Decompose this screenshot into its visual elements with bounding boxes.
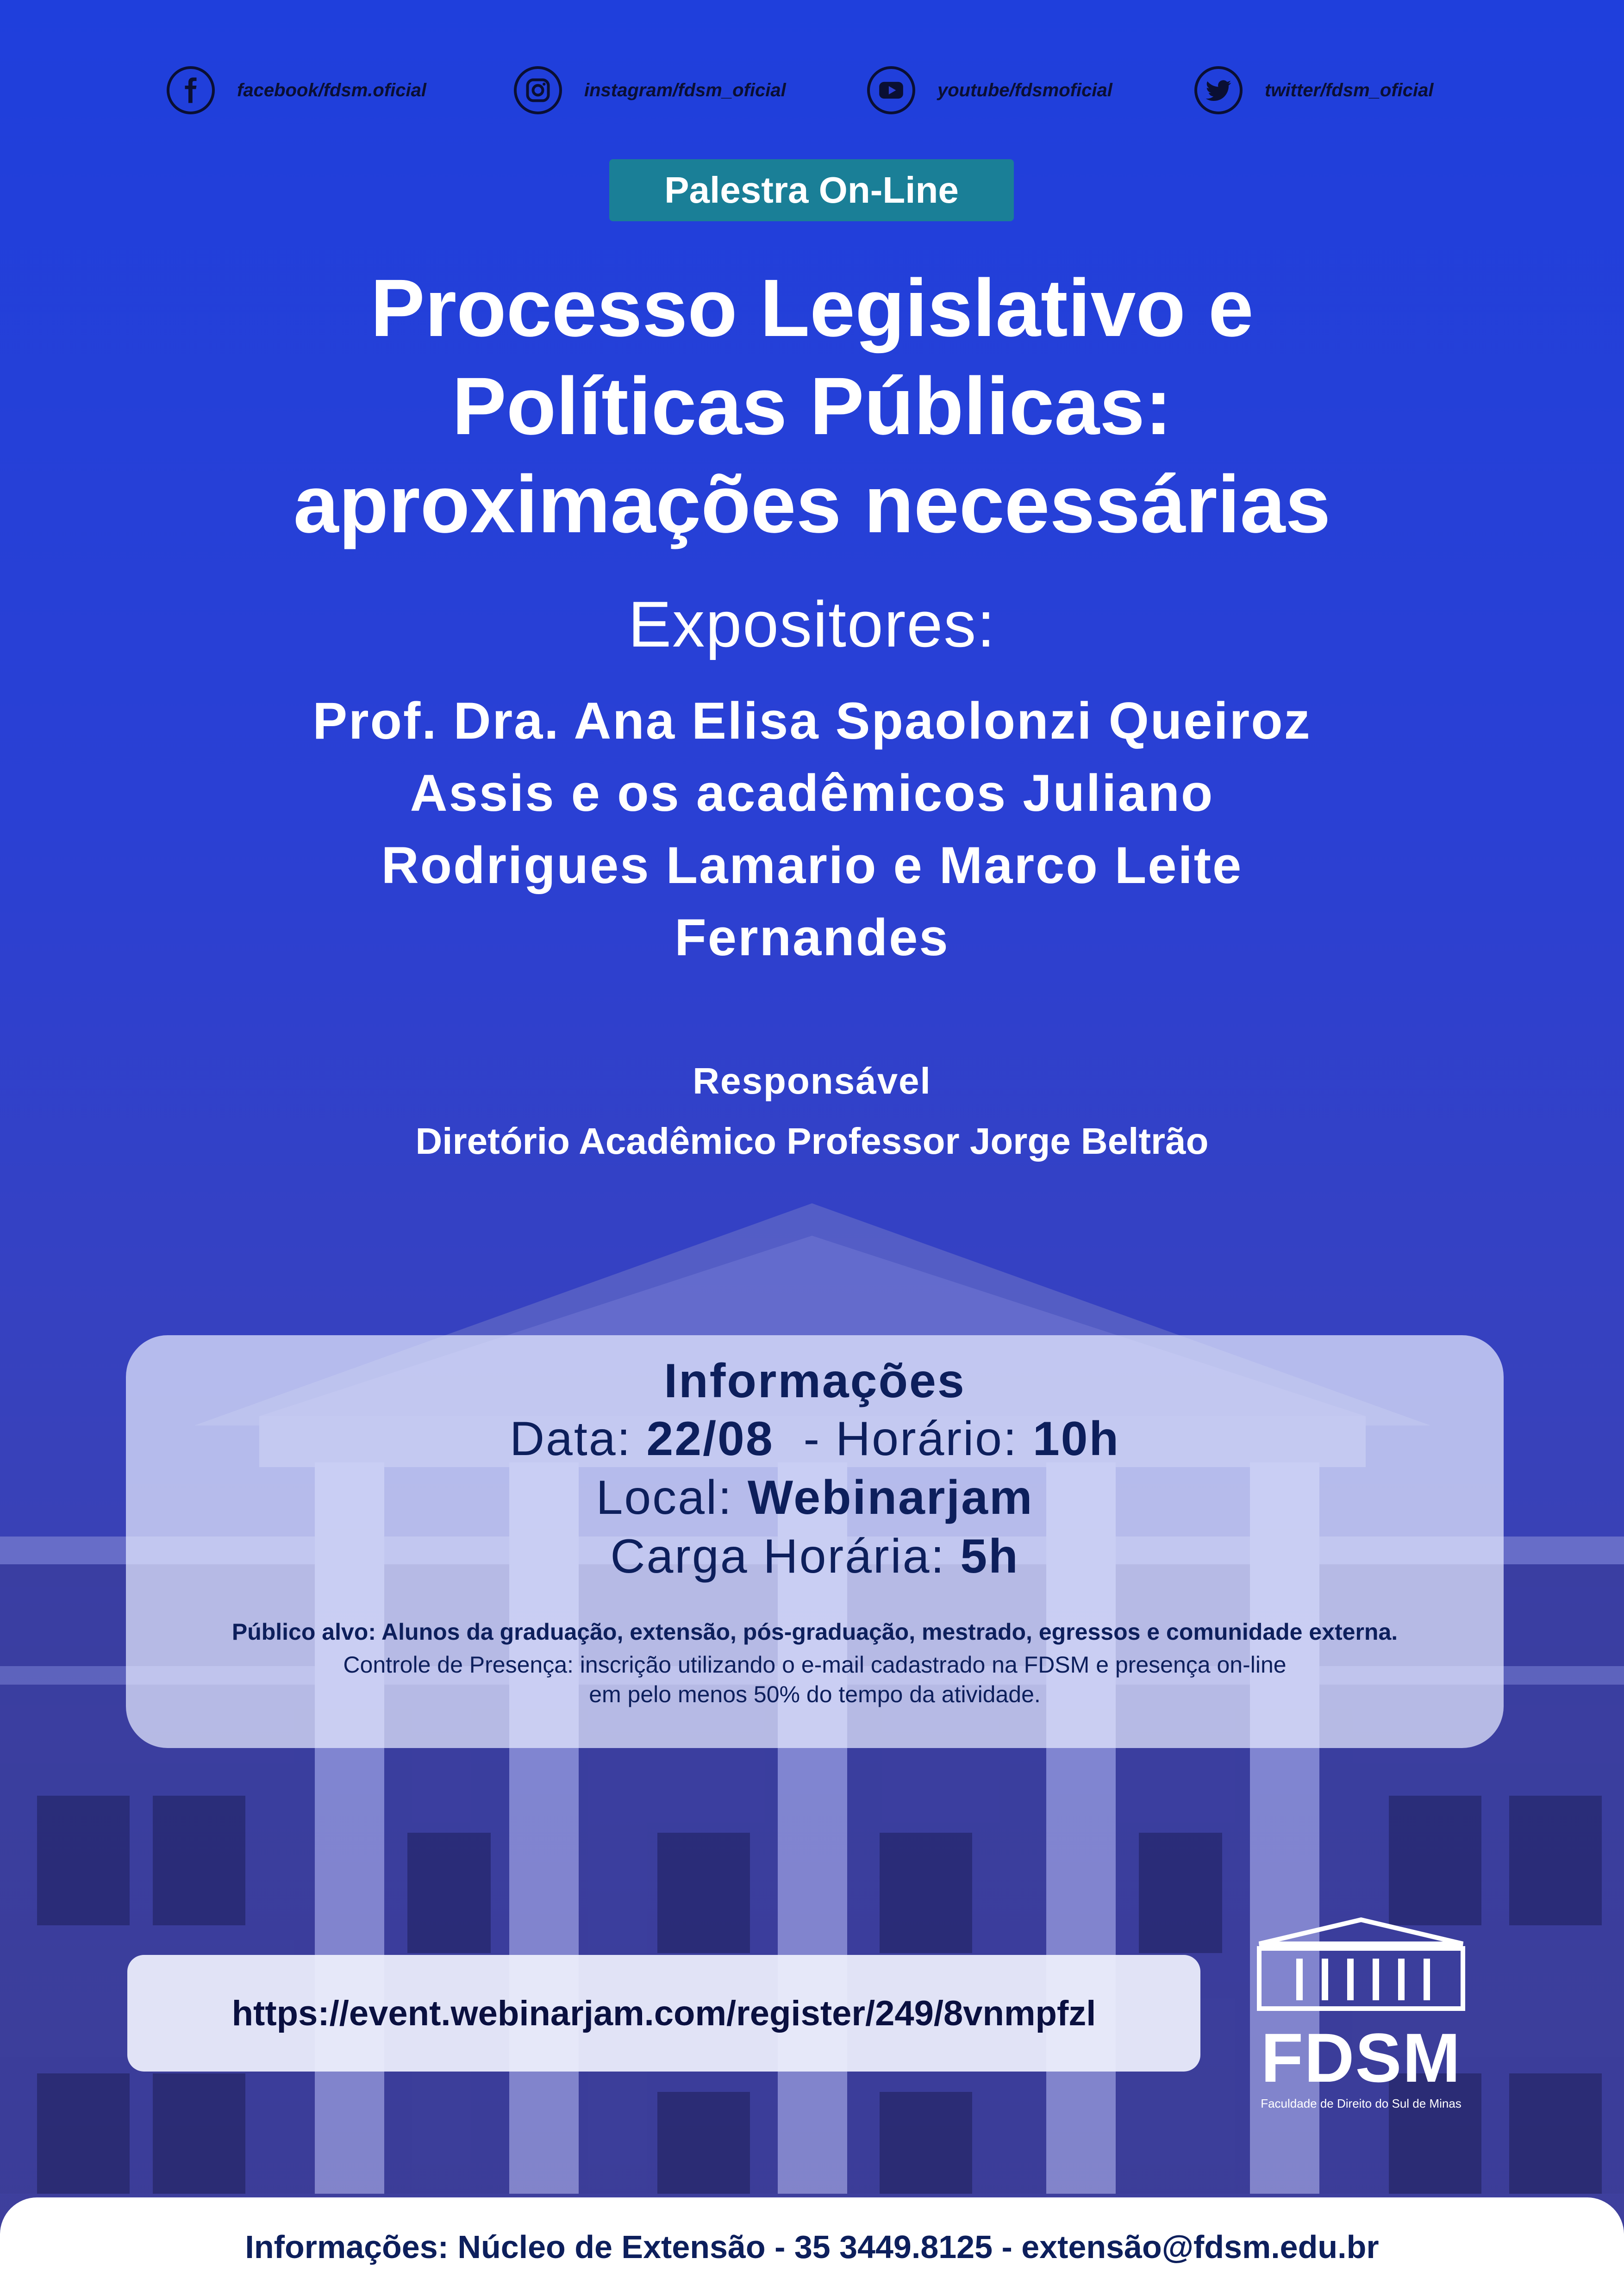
event-type-badge: Palestra On-Line [609,159,1014,221]
social-facebook[interactable] [167,62,426,118]
social-label-instagram: instagram/fdsm_oficial [584,80,786,100]
info-hours [126,1529,1504,1584]
fdsm-logo [1250,1916,1472,2110]
logo-subtitle: Faculdade de Direito do Sul de Minas [1261,2097,1462,2110]
time-value: 10h [1032,1412,1120,1466]
social-youtube[interactable] [867,62,1112,118]
hours-value: 5h [960,1530,1019,1583]
info-title: Informações [664,1354,966,1408]
footer-bar [0,2197,1624,2296]
logo-building-icon [1250,1916,1472,2018]
event-title-line: Políticas Públicas: [452,361,1172,452]
place-label: Local: [596,1471,748,1524]
date-label: Data: [509,1412,647,1466]
instagram-icon [514,66,562,114]
facebook-icon [167,66,215,114]
place-value: Webinarjam [747,1471,1034,1524]
attendance-note [265,1650,1365,1709]
attendance-note-line: Controle de Presença: inscrição utilizando o e-mail cadastrado na FDSM e presença on-line [343,1652,1287,1678]
responsible-value: Diretório Acadêmico Professor Jorge Beltrão [415,1120,1209,1162]
target-audience: Público alvo: Alunos da graduação, extensão, pós-graduação, mestrado, egressos e comunidade externa. [231,1619,1398,1645]
event-title [139,259,1485,554]
youtube-icon [867,66,915,114]
speakers-line: Rodrigues Lamario e Marco Leite [381,836,1243,894]
footer-contact: Informações: Núcleo de Extensão - 35 3449.8125 - extensão@fdsm.edu.br [245,2228,1379,2265]
event-title-line: Processo Legislativo e [370,263,1254,354]
social-label-youtube: youtube/fdsmoficial [937,80,1112,100]
time-label: Horário: [836,1412,1033,1466]
social-links-bar [0,62,1624,118]
social-label-twitter: twitter/fdsm_oficial [1265,80,1434,100]
event-title-line: aproximações necessárias [293,459,1331,550]
social-label-facebook: facebook/fdsm.oficial [237,80,426,100]
info-panel [126,1335,1504,1748]
attendance-note-line: em pelo menos 50% do tempo da atividade. [589,1681,1041,1707]
speakers-heading: Expositores: [628,588,996,660]
info-place [126,1470,1504,1525]
speakers-list [194,685,1430,974]
speakers-line: Assis e os acadêmicos Juliano [410,764,1214,822]
responsible-label: Responsável [693,1060,931,1101]
speakers-line: Prof. Dra. Ana Elisa Spaolonzi Queiroz [312,692,1312,750]
logo-letters: FDSM [1261,2019,1462,2097]
speakers-line: Fernandes [675,908,949,966]
social-twitter[interactable] [1194,62,1434,118]
hours-label: Carga Horária: [610,1530,961,1583]
twitter-icon [1194,66,1243,114]
registration-link-box[interactable] [127,1955,1200,2072]
date-value: 22/08 [646,1412,774,1466]
social-instagram[interactable] [514,62,786,118]
date-time-separator: - [774,1412,836,1466]
registration-link[interactable]: https://event.webinarjam.com/register/249/8vnmpfzl [231,1993,1096,2033]
info-date-time [126,1412,1504,1467]
